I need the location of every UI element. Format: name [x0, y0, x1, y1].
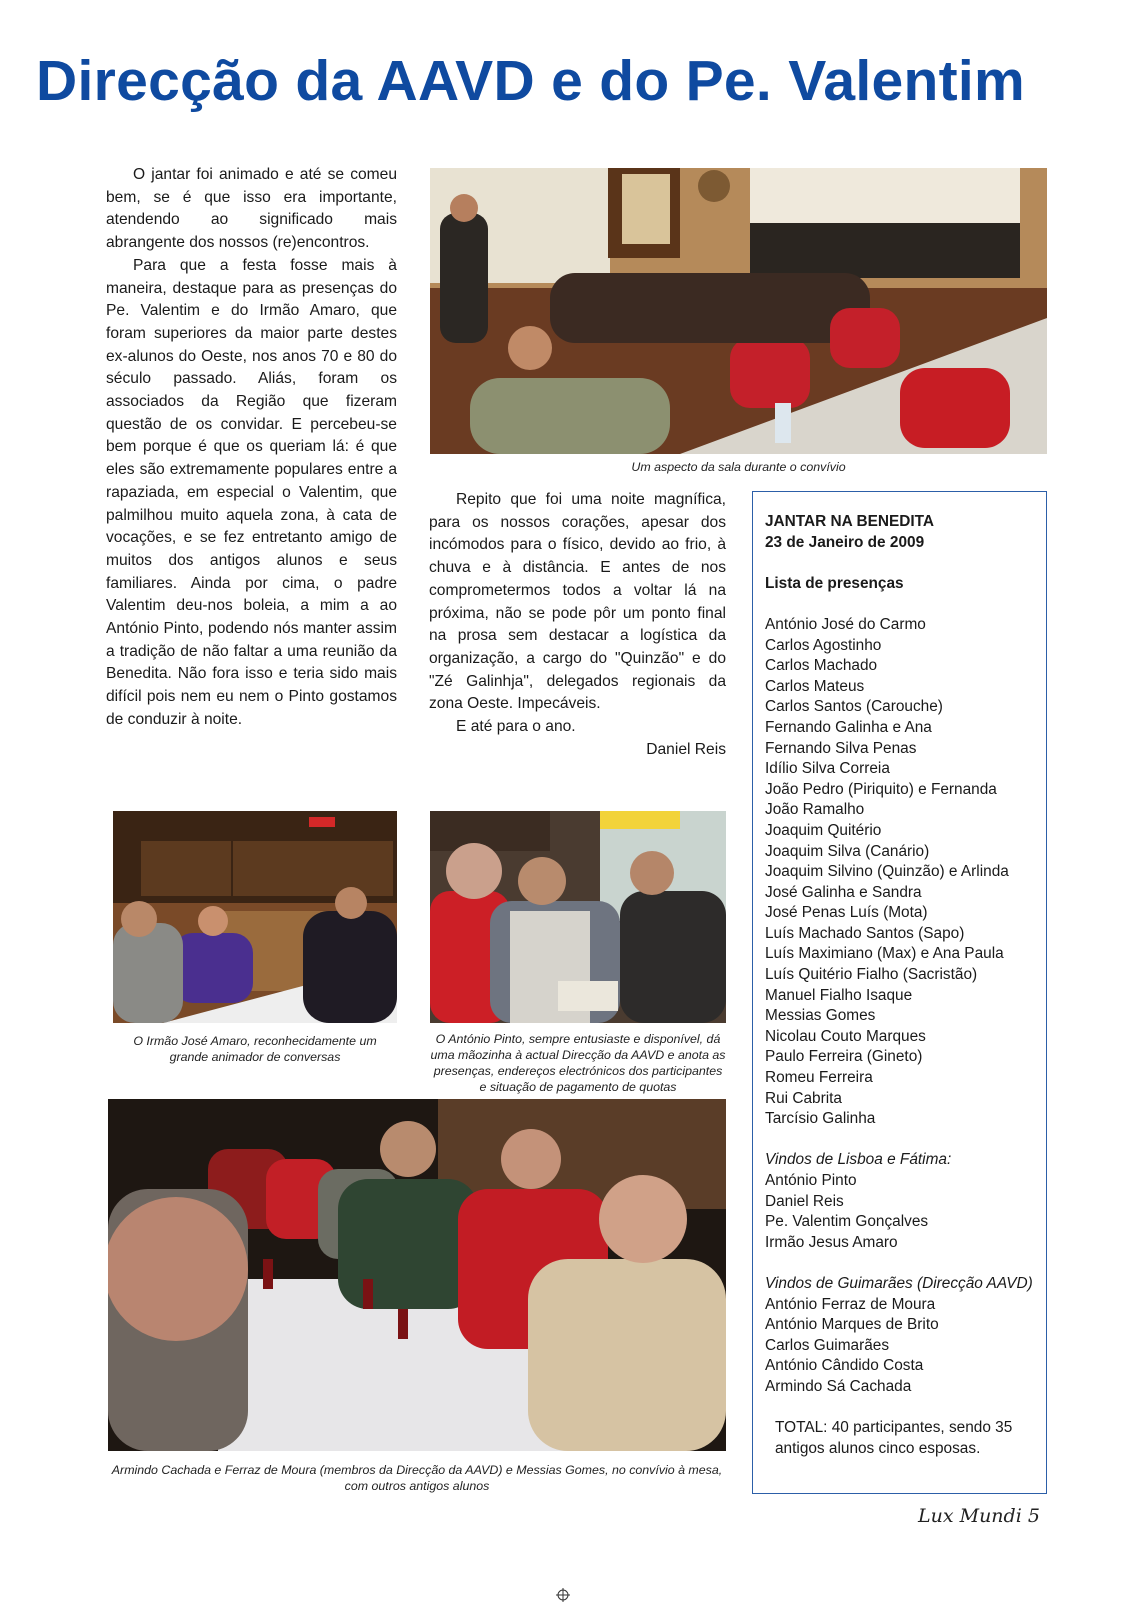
list-item: Manuel Fialho Isaque — [765, 986, 913, 1004]
photo-antonio-pinto — [430, 811, 726, 1023]
total-participants: TOTAL: 40 participantes, sendo 35 antigos alunos cinco esposas. — [775, 1419, 1013, 1457]
list-item: Carlos Agostinho — [765, 636, 882, 654]
lisboa-heading: Vindos de Lisboa e Fátima: — [765, 1151, 952, 1169]
list-item: Joaquim Silva (Canário) — [765, 842, 930, 860]
list-item: Carlos Mateus — [765, 677, 865, 695]
list-item: Paulo Ferreira (Gineto) — [765, 1048, 923, 1066]
list-item: Irmão Jesus Amaro — [765, 1233, 898, 1251]
list-item: Carlos Guimarães — [765, 1336, 890, 1354]
caption-irmao-amaro: O Irmão José Amaro, reconhecidamente um grande animador de conversas — [133, 1034, 377, 1064]
list-item: José Galinha e Sandra — [765, 883, 922, 901]
list-item: Luís Quitério Fialho (Sacristão) — [765, 966, 978, 984]
caption-table-conviviality: Armindo Cachada e Ferraz de Moura (membros da Direcção da AAVD) e Messias Gomes, no convívio à mesa, com outros antigos alunos — [111, 1463, 723, 1493]
list-item: Daniel Reis — [765, 1192, 844, 1210]
caption-antonio-pinto: O António Pinto, sempre entusiaste e disponível, dá uma mãozinha à actual Direcção da AAVD e anota as presenças, endereços electrónicos dos participantes e situação de pagamento de quotas — [430, 1032, 726, 1094]
caption-dining-hall: Um aspecto da sala durante o convívio — [631, 460, 846, 474]
list-item: António Pinto — [765, 1172, 857, 1189]
list-item: António Ferraz de Moura — [765, 1295, 936, 1313]
list-item: António Cândido Costa — [765, 1357, 924, 1375]
paragraph: E até para o ano. — [456, 718, 576, 736]
attendee-list — [765, 615, 1036, 1130]
list-item: Fernando Galinha e Ana — [765, 718, 932, 736]
list-item: Tarcísio Galinha — [765, 1110, 876, 1128]
box-heading: JANTAR NA BENEDITA — [765, 513, 935, 530]
article-column-2 — [429, 489, 726, 761]
list-item: Fernando Silva Penas — [765, 739, 917, 757]
list-item: Armindo Sá Cachada — [765, 1377, 912, 1395]
attendance-box — [752, 491, 1047, 1494]
paragraph: O jantar foi animado e até se comeu bem, se é que isso era importante, atendendo ao significado mais abrangente dos nossos (re)encontros. — [106, 166, 397, 252]
list-item: Pe. Valentim Gonçalves — [765, 1213, 929, 1231]
list-item: Rui Cabrita — [765, 1089, 842, 1107]
magazine-folio: Lux Mundi 5 — [918, 1505, 1040, 1527]
list-item: Idílio Silva Correia — [765, 760, 890, 778]
list-item: Joaquim Quitério — [765, 821, 882, 839]
list-item: Carlos Santos (Carouche) — [765, 698, 943, 716]
list-item: António José do Carmo — [765, 615, 926, 633]
paragraph: Para que a festa fosse mais à maneira, destaque para as presenças do Pe. Valentim e do Irmão Amaro, que foram superiores da maior parte destes ex-alunos do Oeste, nos anos 70 e 80 do século passado. Aliás, foram os associados da Região que fizeram questão de os convidar. E percebeu-se bem porque é que os queriam lá: é que eles são extremamente populares entre a rapaziada, em especial o Valentim, que palmilhou muito aquela zona, à cata de vocações, e se fez entretanto amigo de muitos dos antigos alunos e seus familiares. Ainda por cima, o padre Valentim deu-nos boleia, a mim a ao António Pinto, podendo nós manter assim a tradição de não faltar a uma reunião da Benedita. Não fora isso e teria sido mais difícil pois nem eu nem o Pinto gostamos de conduzir à noite. — [106, 256, 397, 728]
list-item: António Marques de Brito — [765, 1316, 939, 1334]
article-column-1 — [106, 164, 397, 732]
page-title: Direcção da AAVD e do Pe. Valentim — [36, 49, 1026, 113]
photo-table-conviviality — [108, 1099, 726, 1451]
list-item: Messias Gomes — [765, 1007, 876, 1025]
list-item: Luís Maximiano (Max) e Ana Paula — [765, 945, 1004, 963]
photo-irmao-amaro — [113, 811, 397, 1023]
event-date: 23 de Janeiro de 2009 — [765, 533, 925, 551]
list-item: Carlos Machado — [765, 657, 878, 675]
list-item: José Penas Luís (Mota) — [765, 904, 928, 922]
list-item: João Pedro (Piriquito) e Fernanda — [765, 780, 997, 798]
guimaraes-heading: Vindos de Guimarães (Direcção AAVD) — [765, 1274, 1033, 1292]
list-item: Romeu Ferreira — [765, 1069, 873, 1087]
author-signature: Daniel Reis — [646, 740, 726, 758]
list-item: João Ramalho — [765, 801, 865, 819]
lisboa-list — [765, 1171, 1036, 1253]
list-heading: Lista de presenças — [765, 574, 904, 592]
list-item: Joaquim Silvino (Quinzão) e Arlinda — [765, 863, 1009, 881]
list-item: Nicolau Couto Marques — [765, 1027, 926, 1045]
guimaraes-list — [765, 1295, 1036, 1398]
list-item: Luís Machado Santos (Sapo) — [765, 924, 965, 942]
paragraph: Repito que foi uma noite magnífica, para os nossos corações, apesar dos incómodos para o físico, devido ao frio, à chuva e à distância. E antes de nos comprometermos todos a voltar lá na próxima, não se pode pôr um ponto final na prosa sem destacar a logística da organização, a cargo do "Quinzão" e do "Zé Galinhja", delegados regionais da zona Oeste. Impecáveis. — [429, 491, 726, 713]
photo-dining-hall — [430, 168, 1047, 454]
